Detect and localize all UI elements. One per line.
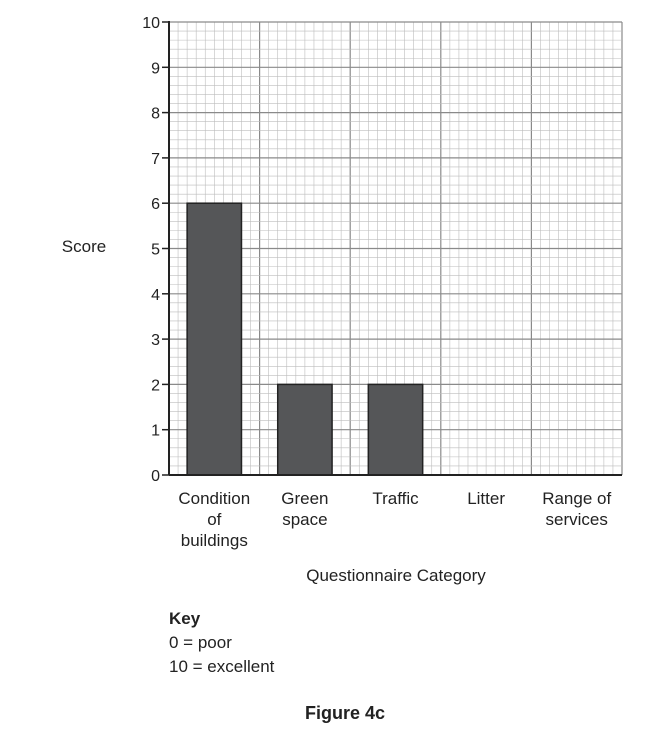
y-tick-label: 6 (151, 196, 160, 214)
y-axis-label: Score (61, 237, 107, 256)
y-tick-labels (142, 15, 169, 485)
bar-2 (368, 384, 422, 475)
y-tick-label: 0 (151, 468, 160, 485)
y-tick-label: 2 (151, 377, 160, 395)
x-category-label: Traffic (372, 489, 419, 508)
y-tick-label: 1 (151, 422, 160, 440)
x-axis-label: Questionnaire Category (306, 566, 486, 585)
x-category-label: buildings (180, 531, 248, 550)
x-category-label: space (282, 510, 328, 529)
y-tick-label: 9 (151, 60, 160, 78)
x-category-label: of (207, 510, 222, 529)
x-category-label: services (545, 510, 608, 529)
y-tick-label: 8 (151, 105, 160, 123)
key-line-poor: 0 = poor (169, 633, 232, 652)
figure-label: Figure 4c (304, 703, 386, 723)
bar-0 (187, 203, 241, 475)
x-category-labels (178, 489, 611, 550)
x-category-label: Litter (467, 489, 505, 508)
x-category-label: Green (281, 489, 329, 508)
x-category-label: Range of (542, 489, 612, 508)
y-tick-label: 5 (151, 241, 160, 259)
bar-1 (278, 384, 332, 475)
y-tick-label: 4 (151, 286, 160, 304)
y-tick-label: 10 (142, 15, 160, 32)
key-legend (169, 607, 274, 679)
y-tick-label: 3 (151, 332, 160, 350)
x-category-label: Condition (178, 489, 251, 508)
y-tick-label: 7 (151, 150, 160, 168)
key-title: Key (169, 609, 201, 628)
key-line-excellent: 10 = excellent (169, 657, 275, 676)
